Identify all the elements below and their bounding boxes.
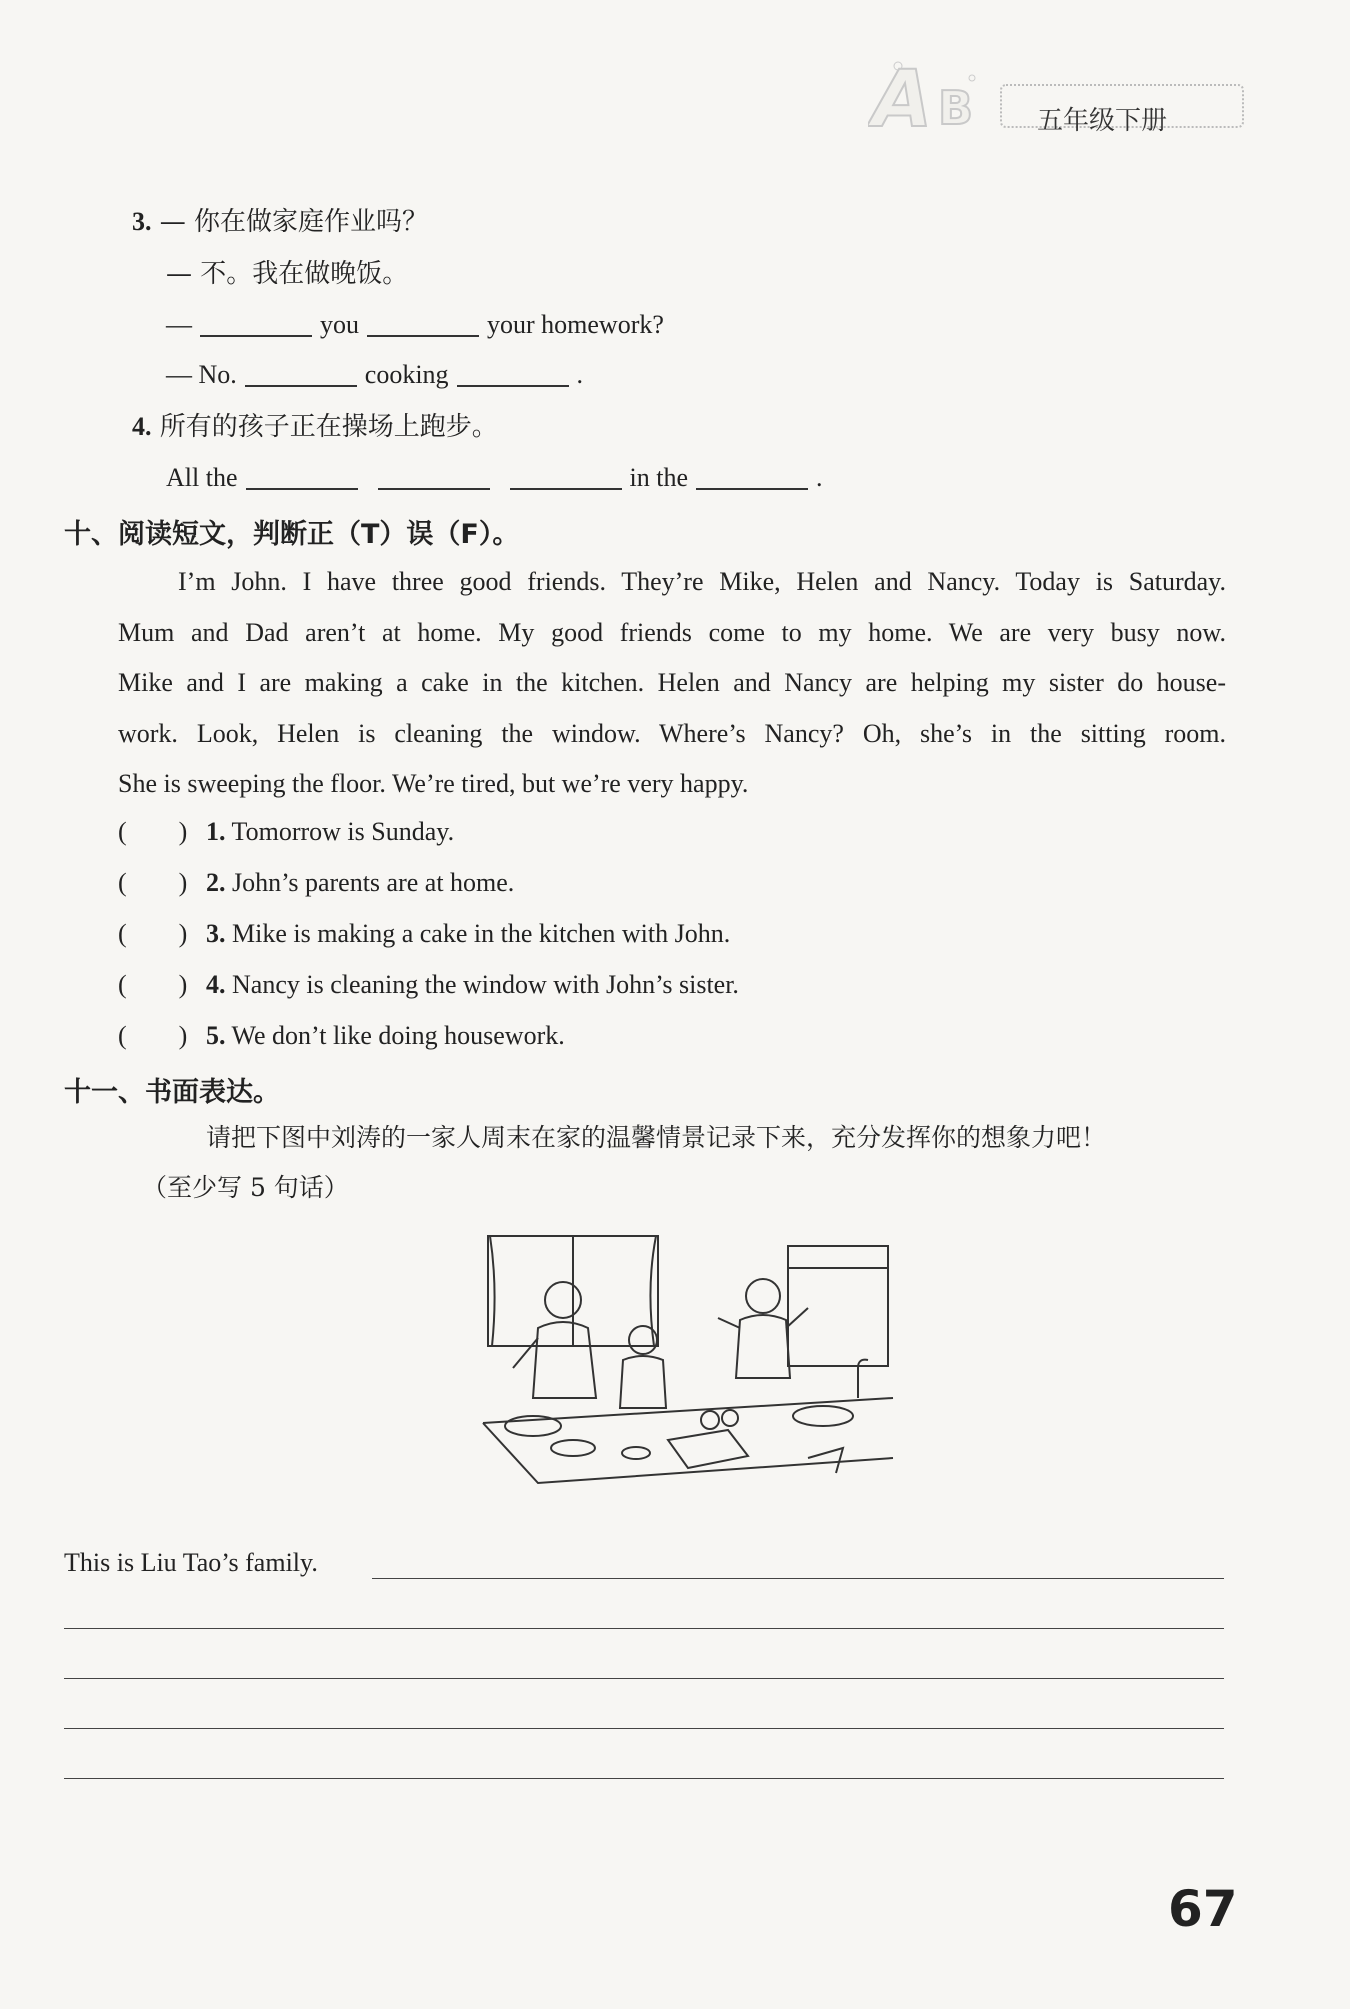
tf-item-3 xyxy=(118,917,730,951)
ab-logo-icon xyxy=(868,56,1008,136)
q3-cooking: cooking xyxy=(364,360,449,389)
q4-in-the: in the xyxy=(629,463,688,492)
q3-cn-question-text: — 你在做家庭作业吗？ xyxy=(159,207,429,237)
q4-number: 4. xyxy=(132,412,152,441)
q4-en xyxy=(166,461,823,495)
q3-period: . xyxy=(576,360,584,389)
answer-blank[interactable] xyxy=(457,361,569,387)
writing-line[interactable] xyxy=(64,1678,1224,1679)
writing-line[interactable] xyxy=(372,1578,1224,1579)
q4-cn-text: 所有的孩子正在操场上跑步。 xyxy=(159,412,498,442)
svg-text:A: A xyxy=(872,56,933,136)
q3-no: — No. xyxy=(166,360,237,389)
answer-blank[interactable] xyxy=(246,464,358,490)
item-number: 2. xyxy=(206,868,226,897)
page-number: 67 xyxy=(1168,1880,1238,1938)
answer-paren[interactable]: ( ) xyxy=(118,970,188,999)
q3-you: you xyxy=(320,310,359,339)
writing-instruction: 请把下图中刘涛的一家人周末在家的温馨情景记录下来，充分发挥你的想象力吧！ xyxy=(206,1123,1107,1152)
item-number: 4. xyxy=(206,970,226,999)
writing-line[interactable] xyxy=(64,1778,1224,1779)
answer-blank[interactable] xyxy=(696,464,808,490)
answer-blank[interactable] xyxy=(367,311,479,337)
item-text: John’s parents are at home. xyxy=(232,868,515,897)
passage-line: work. Look, Helen is cleaning the window. Where’s Nancy? Oh, she’s in the sitting room. xyxy=(118,718,1226,748)
tf-item-1 xyxy=(118,815,454,849)
item-text: We don’t like doing housework. xyxy=(231,1021,565,1050)
answer-blank[interactable] xyxy=(510,464,622,490)
q4-all-the: All the xyxy=(166,463,238,492)
tf-item-4 xyxy=(118,968,739,1002)
q3-number: 3. xyxy=(132,207,152,236)
q3-cn-answer: — 不。我在做晚饭。 xyxy=(166,259,409,289)
item-number: 3. xyxy=(206,919,226,948)
q4-cn xyxy=(132,410,498,444)
passage-line: She is sweeping the floor. We’re tired, but we’re very happy. xyxy=(118,769,749,798)
q3-homework: your homework? xyxy=(487,310,664,339)
section10-title: 十、阅读短文，判断正（T）误（F）。 xyxy=(64,519,520,550)
item-text: Nancy is cleaning the window with John’s sister. xyxy=(232,970,739,999)
answer-paren[interactable]: ( ) xyxy=(118,817,188,846)
item-text: Tomorrow is Sunday. xyxy=(231,817,455,846)
svg-text:B: B xyxy=(938,81,974,135)
grade-label: 五年级下册 xyxy=(1037,106,1168,136)
answer-paren[interactable]: ( ) xyxy=(118,1021,188,1050)
family-cooking-illustration-icon xyxy=(478,1228,898,1498)
dash: — xyxy=(166,310,192,339)
passage-line: Mike and I are making a cake in the kitchen. Helen and Nancy are helping my sister do house- xyxy=(118,668,1226,697)
answer-blank[interactable] xyxy=(200,311,312,337)
answer-paren[interactable]: ( ) xyxy=(118,868,188,897)
reading-passage xyxy=(118,557,1226,810)
q4-period: . xyxy=(816,463,823,492)
start-sentence: This is Liu Tao’s family. xyxy=(64,1548,318,1577)
writing-line[interactable] xyxy=(64,1728,1224,1729)
q3-en-answer xyxy=(166,358,583,392)
section11-title: 十一、书面表达。 xyxy=(64,1077,280,1108)
item-text: Mike is making a cake in the kitchen with John. xyxy=(232,919,731,948)
writing-line[interactable] xyxy=(64,1628,1224,1629)
writing-note: （至少写 5 句话） xyxy=(142,1173,349,1202)
q3-en-question xyxy=(166,308,664,342)
answer-paren[interactable]: ( ) xyxy=(118,919,188,948)
answer-blank[interactable] xyxy=(378,464,490,490)
item-number: 1. xyxy=(206,817,226,846)
tf-item-5 xyxy=(118,1019,565,1053)
passage-line: I’m John. I have three good friends. They’re Mike, Helen and Nancy. Today is Saturday. xyxy=(178,567,1226,596)
answer-blank[interactable] xyxy=(245,361,357,387)
q3-cn-question xyxy=(132,205,428,239)
passage-line: Mum and Dad aren’t at home. My good friends come to my home. We are very busy now. xyxy=(118,617,1226,647)
tf-item-2 xyxy=(118,866,514,900)
item-number: 5. xyxy=(206,1021,226,1050)
